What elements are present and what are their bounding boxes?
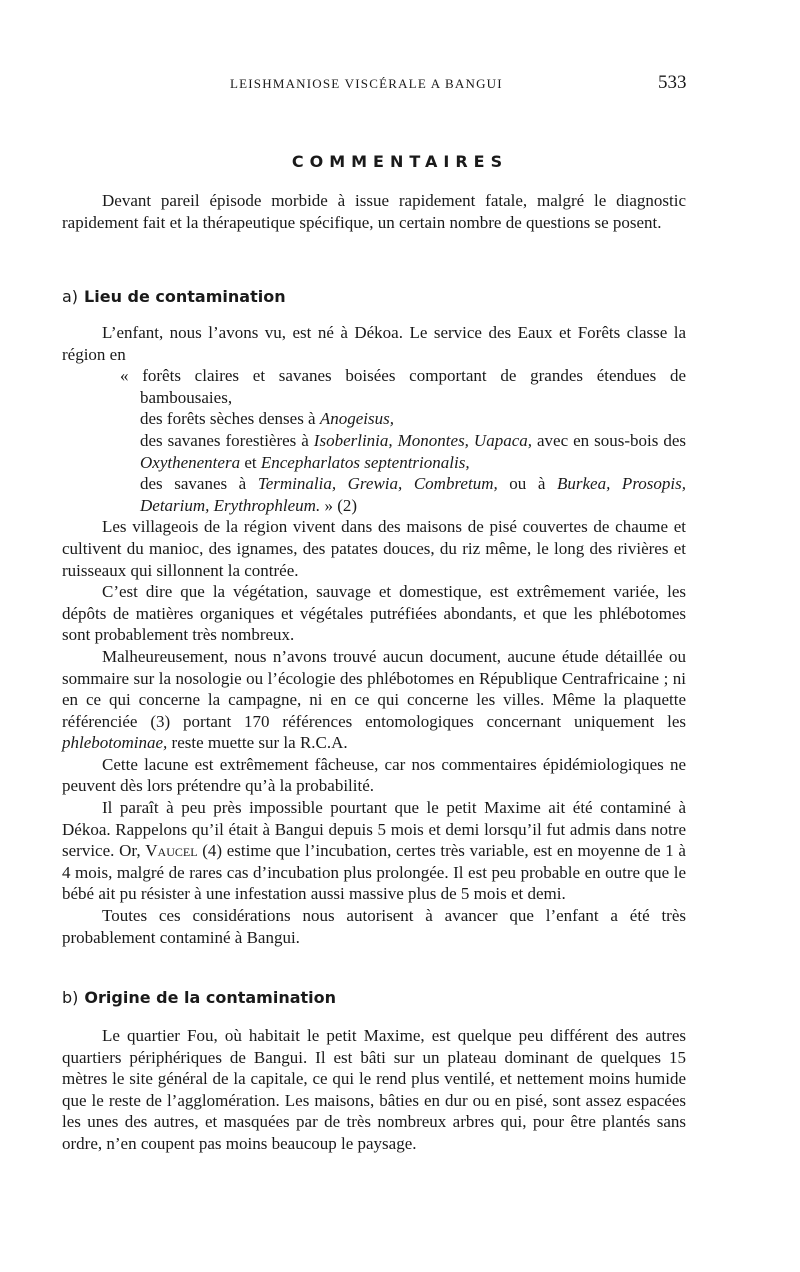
paragraph: Cette lacune est extrêmement fâcheuse, car nos commentaires épidémiologiques ne peuvent dès lors prétendre qu’à la probabilité. [62, 754, 686, 796]
subsection-a-label: a) [62, 287, 79, 306]
paragraph: Il paraît à peu près impossible pourtant que le petit Maxime ait été contaminé à Dékoa. Rappelons qu’il était à Bangui depuis 5 mois et demi lorsqu’il fut admis dans notre service. Or, Vaucel (4) estime que l’incubation, certes très variable, est en moyenne de 1 à 4 mois, malgré de rares cas d’incubation plus prolongée. Il est peu probable en outre que le bébé ait pu résister à une infestation aussi massive plus de 5 mois et demi. [62, 798, 686, 904]
paragraph: Les villageois de la région vivent dans des maisons de pisé couvertes de chaume et cultivent du manioc, des ignames, des patates douces, du riz même, le long des rivières et ruisseaux qui sillonnent la contrée. [62, 517, 686, 580]
page-number: 533 [658, 72, 687, 93]
subsection-a-title: Lieu de contamination [84, 287, 286, 306]
quote-line: des forêts sèches denses à Anogeisus, [140, 409, 394, 429]
paragraph: L’enfant, nous l’avons vu, est né à Dékoa. Le service des Eaux et Forêts classe la région en [62, 323, 686, 364]
subsection-b-title: Origine de la contamination [84, 988, 337, 1007]
subsection-b-heading [62, 988, 336, 1007]
block-quote [62, 365, 686, 516]
quote-line: des savanes forestières à Isoberlinia, Monontes, Uapaca, avec en sous-bois des Oxythenentera et Encepharlatos septentrionalis, [140, 430, 686, 472]
subsection-a-heading [62, 287, 286, 306]
intro-paragraph: Devant pareil épisode morbide à issue rapidement fatale, malgré le diagnostic rapidement fait et la thérapeutique spécifique, un certain nombre de questions se posent. [62, 191, 686, 232]
intro-block [62, 190, 686, 233]
section-title: COMMENTAIRES [291, 152, 509, 171]
paragraph: C’est dire que la végétation, sauvage et domestique, est extrêmement variée, les dépôts de matières organiques et végétales putréfiées abondants, et que les phlébotomes sont probablement très nombreux. [62, 582, 686, 645]
subsection-b-body [62, 1025, 686, 1155]
running-title: LEISHMANIOSE VISCÉRALE A BANGUI [230, 76, 503, 91]
paragraph: Toutes ces considérations nous autorisent à avancer que l’enfant a été très probablement contaminé à Bangui. [62, 906, 686, 947]
paragraph: Le quartier Fou, où habitait le petit Maxime, est quelque peu différent des autres quartiers périphériques de Bangui. Il est bâti sur un plateau dominant de quelques 15 mètres le site général de la capitale, ce qui le rend plus ventilé, et nettement moins humide que le reste de l’agglomération. Les maisons, bâties en dur ou en pisé, sont assez espacées les unes des autres, et masquées par de très nombreux arbres qui, pour être plantés sans ordre, n’en coupent pas moins beaucoup le paysage. [62, 1026, 686, 1153]
quote-line: « forêts claires et savanes boisées comportant de grandes étendues de bambousaies, [120, 366, 686, 407]
paragraph: Malheureusement, nous n’avons trouvé aucun document, aucune étude détaillée ou sommaire sur la nosologie ou l’écologie des phlébotomes en République Centrafricaine ; ni en ce qui concerne la campagne, ni en ce qui concerne les villes. Même la plaquette référenciée (3) portant 170 références entomologiques concernant uniquement les phlebotominae, reste muette sur la R.C.A. [62, 646, 686, 753]
quote-line: des savanes à Terminalia, Grewia, Combretum, ou à Burkea, Prosopis, Detarium, Erythrophleum. » (2) [140, 474, 687, 515]
subsection-a-body [62, 322, 686, 948]
subsection-b-label: b) [62, 988, 79, 1007]
